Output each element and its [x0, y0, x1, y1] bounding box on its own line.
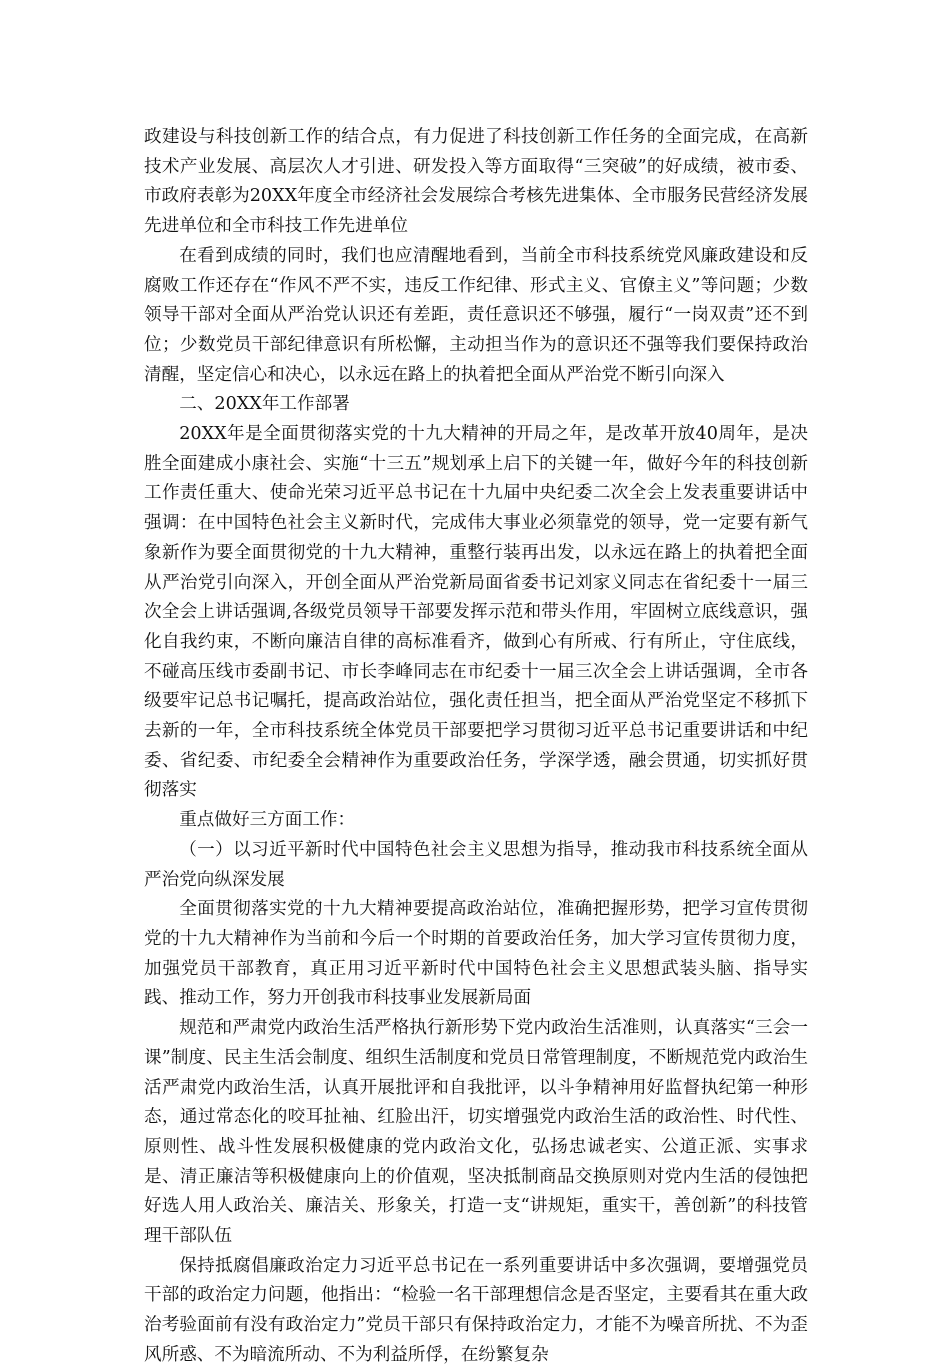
paragraph-party-political-life: 规范和严肃党内政治生活严格执行新形势下党内政治生活准则，认真落实“三会一课”制度、民主生活会制度、组织生活制度和党员日常管理制度，不断规范党内政治生活严肃党内政治生活，认真开展批评和自我批评，以斗争精神用好监督执纪第一种形态，通过常态化的咬耳扯袖、红脸出汗，切实增强党内政治生活的政治性、时代性、原则性、战斗性发展积极健康的党内政治文化，弘扬忠诚老实、公道正派、实事求是、清正廉洁等积极健康向上的价值观，坚决抵制商品交换原则对党内生活的侵蚀把好选人用人政治关、廉洁关、形象关，打造一支“讲规矩，重实干，善创新”的科技管理干部队伍 — [144, 1018, 808, 1247]
heading-three-tasks: 重点做好三方面工作： — [179, 810, 356, 831]
subheading-task-one: （一）以习近平新时代中国特色社会主义思想为指导，推动我市科技系统全面从严治党向纵深发展 — [144, 839, 808, 890]
paragraph-year-overview: 20XX年是全面贯彻落实党的十九大精神的开局之年，是改革开放40周年，是决胜全面建成小康社会、实施“十三五”规划承上启下的关键一年，做好今年的科技创新工作责任重大、使命光荣习近平总书记在十九届中央纪委二次全会上发表重要讲话中强调：在中国特色社会主义新时代，完成伟大事业必须靠党的领导，党一定要有新气象新作为要全面贯彻党的十九大精神，重整行装再出发，以永远在路上的执着把全面从严治党引向深入，开创全面从严治党新局面省委书记刘家义同志在省纪委十一届三次全会上讲话强调,各级党员领导干部要发挥示范和带头作用，牢固树立底线意识，强化自我约束，不断向廉洁自律的高标准看齐，做到心有所戒、行有所止，守住底线，不碰高压线市委副书记、市长李峰同志在市纪委十一届三次全会上讲话强调，全市各级要牢记总书记嘱托，提高政治站位，强化责任担当，把全面从严治党坚定不移抓下去新的一年，全市科技系统全体党员干部要把学习贯彻习近平总书记重要讲话和中纪委、省纪委、市纪委全会精神作为重要政治任务，学深学透，融会贯通，切实抓好贯彻落实 — [144, 424, 808, 801]
paragraph-achievements-continued: 政建设与科技创新工作的结合点，有力促进了科技创新工作任务的全面完成，在高新技术产业发展、高层次人才引进、研发投入等方面取得“三突破”的好成绩，被市委、市政府表彰为20XX年度全市经济社会发展综合考核先进集体、全市服务民营经济发展先进单位和全市科技工作先进单位 — [144, 127, 808, 237]
paragraph-problems: 在看到成绩的同时，我们也应清醒地看到，当前全市科技系统党风廉政建设和反腐败工作还存在“作风不严不实，违反工作纪律、形式主义、官僚主义”等问题；少数领导干部对全面从严治党认识还有差距，责任意识还不够强，履行“一岗双责”还不到位；少数党员干部纪律意识有所松懈，主动担当作为的意识还不强等我们要保持政治清醒，坚定信心和决心，以永远在路上的执着把全面从严治党不断引向深入 — [144, 245, 808, 385]
paragraph-implement-spirit: 全面贯彻落实党的十九大精神要提高政治站位，准确把握形势，把学习宣传贯彻党的十九大精神作为当前和今后一个时期的首要政治任务，加大学习宣传贯彻力度，加强党员干部教育，真正用习近平新时代中国特色社会主义思想武装头脑、指导实践、推动工作，努力开创我市科技事业发展新局面 — [144, 899, 808, 1009]
section-heading-work-plan: 二、20XX年工作部署 — [179, 394, 350, 415]
document-page — [144, 123, 808, 1371]
paragraph-political-resolve: 保持抵腐倡廉政治定力习近平总书记在一系列重要讲话中多次强调，要增强党员干部的政治定力问题，他指出：“检验一名干部理想信念是否坚定，主要看其在重大政治考验面前有没有政治定力”党员干部只有保持政治定力，才能不为噪音所扰、不为歪风所惑、不为暗流所动、不为利益所俘，在纷繁复杂 — [144, 1255, 808, 1365]
